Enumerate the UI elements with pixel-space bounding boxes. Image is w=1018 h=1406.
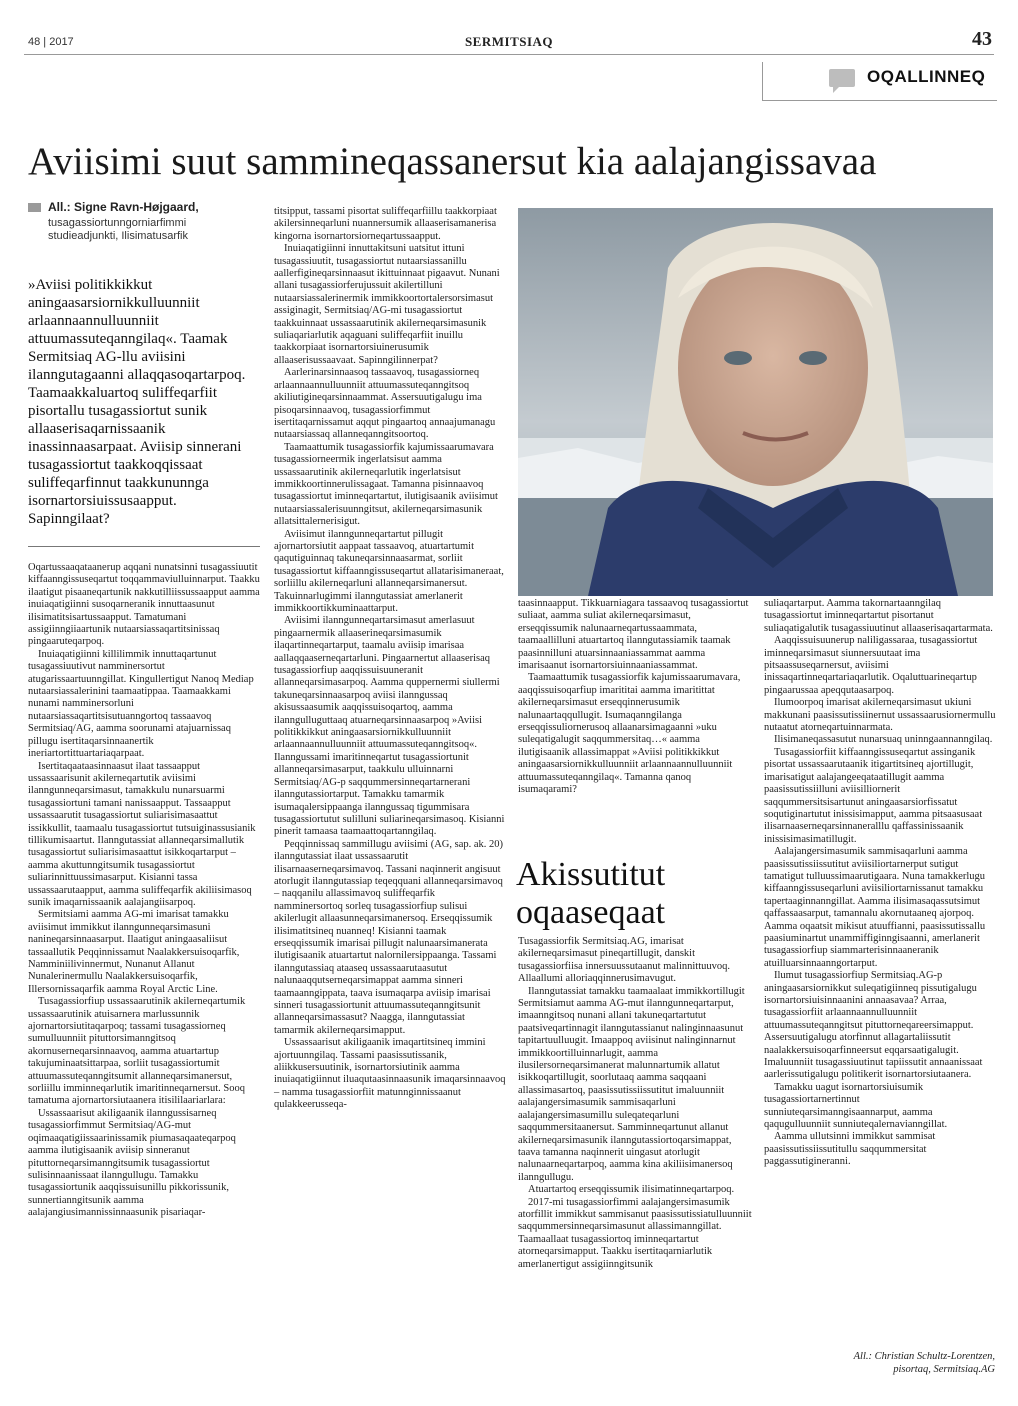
paragraph: Ilumut tusagassiorfiup Sermitsiaq.AG-p aningaasarsiornikkut suleqatigiinneq pissutigalugu isornartorsiuisinnaanini annaasavaa? Arraa, tusagassiorfiit arlaannaannulluunniit attuumassuteqanngitsut pituttorneqareersimapput. Assersuutigalugu atorfinnut allagartaliissutit naalakkersuisoqarfinneersut eqqarsaatigalugit. Imaluunniit tusagassiuutinut tapiissutit annaanissaat aarlerissutigalugu politikerit isornartorsiutaanera. — [764, 970, 983, 1081]
paragraph: Tusagassiorfiit kiffaanngissuseqartut assinganik pisortat ussassaarutaanik itigartitsineq ajortillugit, imarisatigut aalajangeeqataatillugit aamma paasissutissiilluni aviisilliornerit saqqummersitsisartunut aningaasarsiorfissatut soqutiginartutut inissisimapput, aamma pitsaasusaat ilisarnaaserneqarsinnaneralllu qaffassinissaanik inissisimasimatillugit. — [764, 746, 983, 845]
author-role — [48, 217, 268, 243]
issue-info: 48 | 2017 — [28, 36, 74, 48]
paragraph: taasinnaapput. Tikkuarniagara tassaavoq tusagassiortut suliaat, aamma suliat akilerneqarsimasut, erseqqissumik nalunaarneqartussaammata, taamaallilluni atuartartoq ilanngutassiamik taamak paasinnilluni atuarsinnaaniassammat aamma imarisaanut isornartorsiuinnaaniassammat. — [518, 598, 749, 672]
paragraph: Taamaattumik tusagassiorfik kajumissaarumavara tusagassiorneermik ingerlatsisut aamma ussassaarutinik akilerneqarlutik ingerlatsisut immikkoortinnerulissagaat. Tamanna pisinnaavoq tusagassiortut iminneqartartut, ilutigisaanik aviisimut nutaarsiassalerisuunngitsut, akilerneqarsimasunik allatsittalernerisigut. — [274, 441, 498, 528]
signature — [800, 1350, 995, 1376]
portrait-photo-illustration — [518, 208, 993, 596]
text-column-2 — [274, 206, 506, 1112]
paragraph: Aaqqissuisuunerup naliligassaraa, tusagassiortut iminneqarsimasut siunnersuutaat ima pitsaassuseqarnersut, aviisimi inissaqartinneqartariaqarlutik. Oqaluttuarineqartup pingaarussaa apeqqutaasarpoq. — [764, 635, 978, 696]
paragraph: Ilisimaneqassasutut nunarsuaq uninngaannanngilaq. — [774, 734, 993, 746]
paragraph: Taamaattumik tusagassiorfik kajumissaarumavara, aaqqissuisoqarfiup imarititai aamma imaritittat akilerneqarsimasut erseqqinnerusumik nalunaartaqqullugit. Isumaqanngilanga erseqqissuliornerusoq allaanarsimagaanni »uku suleqatigalugit saqqummersitaq…« aamma ilutigisaanik allassimappat »Aviisi politikkikkut aningaasarsiornikkulluunniit arlaannaannulluunniit attuumassuteqanngilaq«. Tamanna qanoq isumaqarami? — [518, 672, 741, 796]
paragraph: Tusagassiorfik Sermitsiaq.AG, imarisat akilerneqarsimasut pineqartillugit, danskit tusagassiorfiisa innersuussutaanut malinnittuuvoq. Allaallumi alloriaqqinnerusimavugut. — [518, 936, 731, 985]
masthead: SERMITSIAQ — [464, 34, 554, 49]
subheading: Akissutitut oqaaseqaat — [516, 856, 666, 931]
paragraph: Sermitsiami aamma AG-mi imarisat tamakku aviisimut immikkut ilanngunneqarsimasuni nanineqarsinnaasarput. Ilaatigut aningaasaliisut tassaallutik Peqqinnissamut Naalakkersuisoqarfik, Namminiilivinnermut, Nunanut Allanut Nunalerinermullu Naalakkersuisoqarfik, Illersornissaqarfik aamma Royal Arctic Line. — [28, 909, 240, 995]
paragraph: Ilumoorpoq imarisat akilerneqarsimasut ukiuni makkunani paasissutissiinernut ussassaarusiornermullu nutaatut atorneqartuinnarmata. — [764, 697, 996, 734]
section-label: OQALLINNEQ — [867, 67, 986, 86]
divider — [28, 546, 260, 547]
section-label-box — [762, 62, 997, 101]
signature-line: pisortaq, Sermitsiaq.AG — [893, 1364, 995, 1375]
paragraph: titsipput, tassami pisortat suliffeqarfiillu taakkorpiaat akilersinneqarluni nuannersumik allaaserisamanerisa kingorna isornartorsiorneqartussaapput. — [274, 206, 497, 242]
paragraph: Isertitaqaataasinnaasut ilaat tassaapput ussassaarisunit akilerneqartutik aviisimi ilanngunneqarsimasut, tamakkulu nunarsuarmi tusagassiortuni tamani nanissaapput. Tassaapput ussassaarutit tusagassiortut suliarisimasaattut issikkullit, taamaalu tusagassiortut tutsuiginassusianik tillikumisaartut. Ilanngutassiat allanneqarsimallutik tusagassiortut suliarisimasaattut isikkoqartarput – aamma akuttunngitsumik tusagassiortut suliarinnittuussimasarput. Kisianni tassa ussassaarutaapput, aamma suliffeqarfik akiliisimasoq sunik imaqarnissaanik aalajangiisarpoq. — [28, 760, 256, 908]
lead-paragraph: »Aviisi politikkikkut aningaasarsiornikkulluunniit arlaannaannulluunniit attuumassuteqanngilaq«. Taamak Sermitsiaq AG-llu aviisini ilanngutagaanni allaqqasoqartarpoq. Taamaakkaluartoq suliffeqarfiit pisortallu tusagassiortut sunik allaaserisaqarnissaanik inassinnaasarpaat. Aviisip sinnerani tusagassiortut taakkoqqissaat suliffeqarfinnut taakkununnga isornartorsiuissusaapput. Sapinngilaat? — [28, 277, 246, 527]
paragraph: Atuartartoq erseqqissumik ilisimatinneqartarpoq. — [528, 1184, 735, 1196]
paragraph: Aarlerinarsinnaasoq tassaavoq, tusagassiorneq arlaannaannulluunniit attuumassuteqanngitsoq akiliutigineqarsinnaammat. Assersuutigalugu ima pisoqarsinnaavoq, tusagassiorfimmut isertitaqarnissamut aqqut pingaartoq annaajumanagu nutaarsiassaq allanneqanngitsoortoq. — [274, 367, 496, 441]
paragraph: Inuiaqatigiinni killilimmik innuttaqartunut tusagassiuutivut namminersortut atugarissaartuunngillat. Kingullertigut Nanoq Mediap nutaarsiassalerinini taamaatippaa. Taamaakkami nunami namminersorluni nutaarsiassaqartitsisutuanngortoq tassaavoq Sermitsiaq/AG, aamma soorunami atajuarnissaq pillugu isertitaqarsinnaanertik ineriartortittuartariaqarpaat. — [28, 648, 254, 760]
text-column-3 — [518, 598, 752, 797]
paragraph: Aamma ullutsinni immikkut sammisat paasissutissiissutitullu saqqummersitat paggassutigineranni. — [764, 1131, 936, 1168]
article-title: Aviisimi suut sammineqassanersut kia aalajangissavaa — [28, 140, 877, 183]
text-column-1 — [28, 562, 260, 1220]
paragraph: 2017-mi tusagassiorfimmi aalajangersimasumik atorfillit immikkut sammisanut paasissutissiatulluunniit saqqummersinneqarsimasunut allassimanngillat. Taamaallaat tusagassiortoq iminneqartartut atorneqarsimapput. Taakku isertitaqarniarlutik amerlanertigut assigiinngitsunik — [518, 1196, 752, 1270]
speech-bubble-icon — [829, 69, 855, 87]
envelope-icon — [28, 203, 41, 212]
paragraph: Peqqinnissaq sammillugu aviisimi (AG, sap. ak. 20) ilanngutassiat ilaat ussassaarutit ilisarnaaserneqarsimavoq. Tassani naqinnerit angisuut atorlugit ilanngutassiap teqeqquani allanneqarsimavoq – naqqanilu allassimavoq suliffeqarfik namminersortoq sorleq tusagassiorfiup sulisui akilerlugit allaasunneqarsimanersoq. Erseqqissumik ilisimatitsineq nuanneq! Kisianni taamak erseqqissumik imarisai pillugit nalunaarsimanerata ilutigisaanik atuartartut nalornilersippaanga. Tassami ilanngutassiaq ataaseq ussassaarutaasutut nalunaaqqutserneqarsimappat aamma sinneri taamaanngippata, taava isumaqarpa aviisip imarisai sinneri tusagassiortunit attuumassuteqanngitsunit allanneqarsimassasut? Naagga, ilanngutassiat tamarmik akilerneqarsimapput. — [274, 838, 504, 1036]
paragraph: Ilanngutassiat tamakku taamaalaat immikkortillugit Sermitsiamut aamma AG-mut ilanngunneqartarput, imaanngitsoq nunani allani takuneqartartutut paatsiveqartinnagit ilanngutassianut nalinginnaasunut tapitartuulluugit. Imaappoq aviisinut nalinginnarnut immikkoortilluinnarlugit, aamma ilusilersorneqarsimanerat malunnartumik allatut isikkoqartillugit, soorlutaaq aamma saqqaani allassimasartoq, paasissutissiissutitut imaluunniit aalajangersimasumik sammisaqarluni aalajangersimasumillu suleqateqarluni saqqummersitaanersut. Samminneqartunut allanut akilerneqarsimasunik ilanngutassiortoqarsimappat, taava tamanna naqinnerit uingasut atorlugit nalunaarneqartarpoq, aamma kina akiliisimanersoq ilanngullugu. — [518, 985, 745, 1183]
paragraph: Ussassaarisut akiligaanik ilanngussisarneq tusagassiorfimmut Sermitsiaq/AG-mut oqimaaqatigiissaarinissamik piumasaqaateqarpoq aamma ilutigisaanik aviisip sinneranut pituttorneqarsimanngitsumik tusagassiortut sulisinnaanissaat ilanngullugu. Tamakku tusagassiortunik aaqqissuisunillu pikkorissunik, sunnertianngitsunik aamma aalajangiusimannissinnaasunik pisariaqar- — [28, 1107, 236, 1219]
author-name: All.: Signe Ravn-Højgaard, — [48, 200, 199, 214]
paragraph: Inuiaqatigiinni innuttakitsuni uatsitut ittuni tusagassiuutit, tusagassiortut nutaarsiassanillu aallerfigineqarsinnaasut ikittuinnaat pigaavut. Nunani allani tusagassiorferujussuit akilertilluni nutaarsiassalerinermik immikkoortortalersorsimasut assiginagit, Sermitsiaq/AG-mi tusagassiortut taakkuinnaat ussassaarutinik akilerneqarsimasunik suliaqariarlutik aqaguani suliffeqarfiit inuillu taakkorpiaat isornartorsiuinerusumik allaaserisussaavaat. Sapinngilinnerpat? — [274, 243, 500, 366]
paragraph: Tusagassiorfiup ussassaarutinik akilerneqartumik ussassaarutinik atuisarnera marlussunnik ajornartorsiutitaqarpoq; tassami tusagassiorneq sumulluunniit pituttorsimanngitsoq akornuserneqarsinnaavoq, aamma atuartartup takujuminaatsittarpaa, sorliit tusagassiortumit attuumassuteqanngitsumit allanneqarsimanersut, sorliillu imminneqarlutik imaritinneqarnersut. Sooq tamatuma ajornartorsiutaanera itisililaariarlara: — [28, 996, 246, 1107]
paragraph: Aalajangersimasumik sammisaqarluni aamma paasissutissiissutitut aviisiliortarnerput sutigut tamatigut tulluussimaarutigaara. Nuna tamakkerlugu kiffaanngissuseqarluni aviisiliortarnissanut tamakku tapertaaginnanngillat. Aamma ilisimasaqassutsimut qaffassaasarput, tamannalu akornutaaneq ajorpoq. Aamma oqaatsit mikisut atuuffianni, paasissutissallu paasiuminartut unammiffiginngisaanni, amerlanerit tusagassiorfiup siammarterisinnaaneranik atuilluarsinnaanngortarput. — [764, 846, 986, 969]
paragraph: Oqartussaaqataanerup aqqani nunatsinni tusagassiuutit kiffaanngissuseqartut toqqammaviulluinnarput. Taakku ilaatigut pisaaneqartunik nakkutilliissussaapput aamma inuiaqatigiinni susoqarneranik innuttaasunut ilisimatitsisartussaapput. Tamatumani assigiinngiiaartunik nutaarsiassaqartitsinissaq pingaaruteqarpoq. — [28, 562, 260, 648]
paragraph: Aviisimi ilanngunneqartarsimasut amerlasuut pingaarnermik allaaserineqarsimasumik ilaqartinneqartarput, taamalu aviisip imarisaa aallaqqaaserneqartarluni. Pingaarnertut allaaserisaq tusagassiorfiup aaqqissuisuuneranit allanneqarsimasarpoq. Aamma quppernermi siullermi takuneqarsinnaasarpoq aviisi ilanngussaq akisussaasumik aaqqissuisoqartoq, aamma ilanngulluguttaaq atuarneqarsinnaasarpoq »Aviisi politikkikkut aningaasarsiornikkulluunniit arlaannaannulluunniit attuumassuteqanngitsoq«. Ilanngussami imaritinneqartut tusagassiortunit allanneqarsimasarput, taakkulu ulluinnarni Sermitsiaq/AG-p saqqummersinneqartarnerani ilanngutassiortarput. Tamakku tamarmik isumaqalersippaanga ilanngussaq tigummisara tusagassiortutut sulilluni suliarineqarsimasoq. Kisianni pinerit tamaasa taamaattoqartanngilaq. — [274, 615, 505, 838]
text-column-3-continued — [518, 936, 752, 1271]
author-role-line: studieadjunkti, Ilisimatusarfik — [48, 230, 189, 242]
paragraph: Aviisimut ilanngunneqartartut pillugit ajornartorsiutit aappaat tassaavoq, atuartartumit qaqutiguinnaq takuneqarsinnaasarmat, sorliit tusagassiortut kiffaanngissuseqartut allatarisimaneraat, sorliillu akilerneqarluni allanneqarsimanersut. Takuinnarlugimmi ilanngutassiat amerlanerit immikkoortikkuminaattarput. — [274, 528, 504, 614]
paragraph: suliaqartarput. Aamma takornartaanngilaq tusagassiortut iminneqartartut pisortanut suliaqatigalutik tusagassiuutinut allaaserisaqartarmata. — [764, 598, 993, 634]
text-column-4 — [764, 598, 996, 1169]
author-role-line: tusagassiortunngorniarfimmi — [48, 217, 187, 229]
page-header — [24, 28, 994, 55]
paragraph: Tamakku uagut isornartorsiuisumik tusagassiortarnertinnut sunniuteqarsimanngisaannarput, aamma qaqugulluunniit sunniuteqalernavianngillat. — [764, 1081, 948, 1131]
signature-line: All.: Christian Schultz-Lorentzen, — [853, 1351, 995, 1362]
paragraph: Ussassaarisut akiligaanik imaqartitsineq immini ajortuunngilaq. Tassami paasissutissanik, aliikkusersuutinik, isornartorsiutinik aamma inuiaqatigiinnut iluaqutaasinnaasunik imaqarsinnaavoq – namma tusagassiorfiit matunnginnissaanut qulakkeerusseqa- — [274, 1037, 506, 1111]
page-number: 43 — [972, 28, 992, 50]
author-photo — [518, 208, 993, 596]
